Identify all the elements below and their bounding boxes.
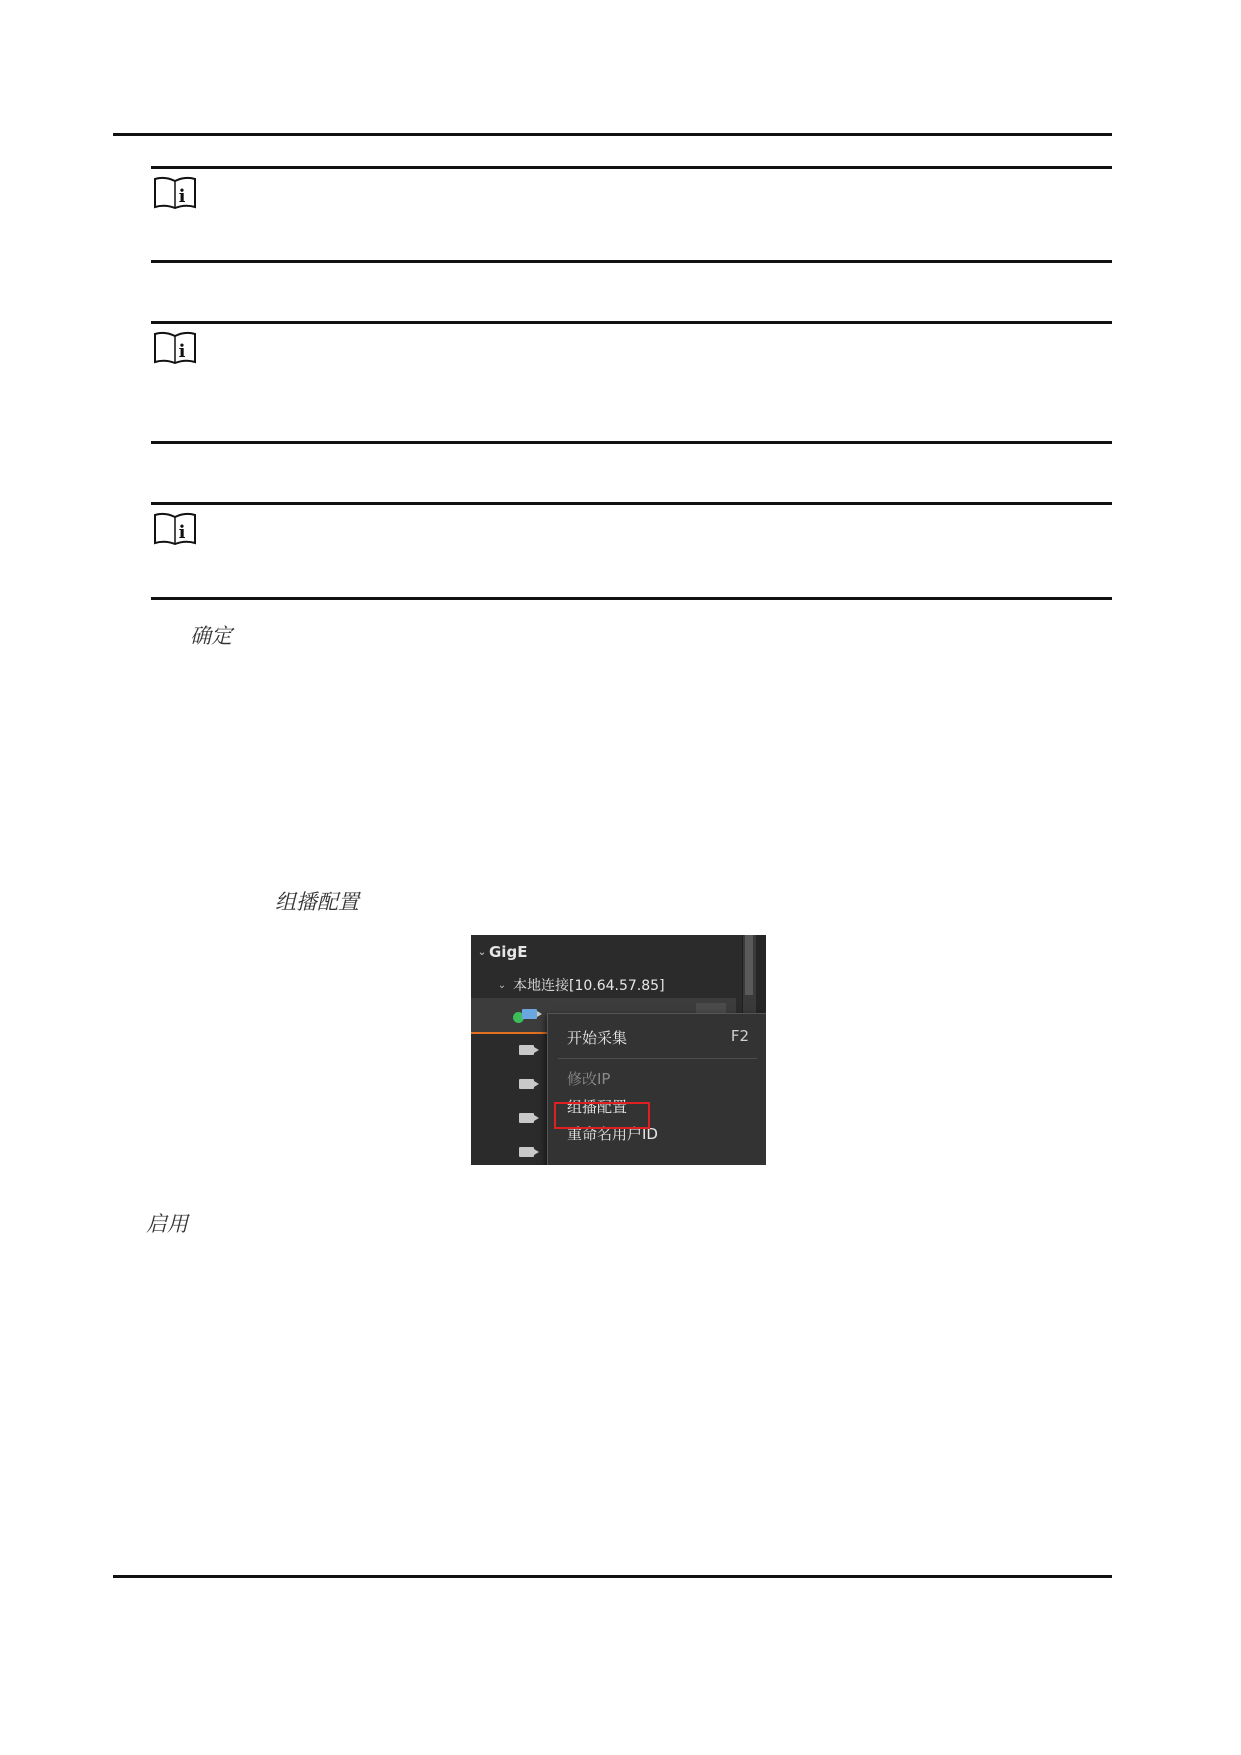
note-info-icon [153,512,197,546]
context-menu [547,1013,766,1165]
tree-connection[interactable] [495,970,665,1000]
chevron-down-icon[interactable]: ⌄ [497,979,507,991]
note-bottom-rule [151,441,1112,444]
confirm-label: 确定 [190,624,232,648]
menu-separator [558,1058,757,1059]
note-top-rule [151,166,1112,169]
menu-item-start-capture[interactable]: 开始采集 [567,1029,628,1047]
tree-connection-label: 本地连接[10.64.57.85] [513,978,665,994]
chevron-down-icon[interactable]: ⌄ [477,946,487,958]
multicast-config-label: 组播配置 [275,890,359,914]
menu-item-rename-user-id[interactable]: 重命名用户ID [567,1125,658,1143]
camera-icon [522,1009,537,1019]
tree-root-label: GigE [489,943,528,961]
note-top-rule [151,321,1112,324]
header-rule [113,133,1112,136]
menu-shortcut: F2 [730,1027,749,1045]
svg-text:i: i [178,341,186,362]
note-info-icon [153,176,197,210]
menu-item-multicast-config[interactable]: 组播配置 [567,1098,628,1116]
enable-label: 启用 [146,1212,188,1236]
svg-text:i: i [178,186,186,207]
svg-text:i: i [178,522,186,543]
device-row[interactable] [471,1135,546,1165]
note-bottom-rule [151,597,1112,600]
highlight-box [554,1102,650,1129]
note-info-icon [153,331,197,365]
camera-icon [519,1045,534,1055]
software-screenshot [471,935,766,1165]
camera-icon [519,1113,534,1123]
camera-icon [519,1147,534,1157]
scrollbar-thumb[interactable] [745,935,753,995]
tree-root-gige[interactable] [475,937,527,967]
device-row[interactable] [471,1033,546,1067]
note-top-rule [151,502,1112,505]
device-row[interactable] [471,1101,546,1135]
note-bottom-rule [151,260,1112,263]
menu-item-modify-ip[interactable]: 修改IP [567,1070,611,1088]
footer-rule [113,1575,1112,1578]
camera-icon [519,1079,534,1089]
device-row[interactable] [471,1067,546,1101]
